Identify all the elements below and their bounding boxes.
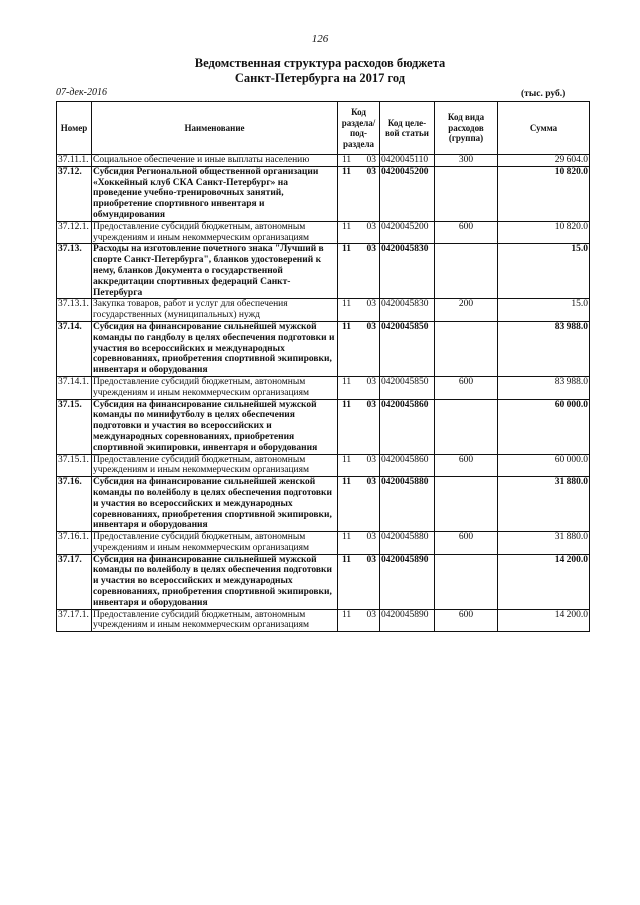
row-name: Предоставление субсидий бюджетным, автономным учреждениям и иным некоммерческим организациям xyxy=(92,221,338,244)
row-target-code: 0420045890 xyxy=(380,609,435,632)
row-number: 37.17. xyxy=(57,554,92,609)
row-name: Закупка товаров, работ и услуг для обеспечения государственных (муниципальных) нужд xyxy=(92,299,338,322)
row-section-code xyxy=(338,376,380,399)
row-razdel: 11 xyxy=(342,299,352,310)
row-section-code xyxy=(338,155,380,167)
row-razdel: 11 xyxy=(342,454,352,465)
row-razdel: 11 xyxy=(342,609,352,620)
page-number: 126 xyxy=(311,33,329,45)
row-number: 37.17.1. xyxy=(57,609,92,632)
table-row xyxy=(57,454,590,477)
row-section-code xyxy=(338,299,380,322)
row-expense-type xyxy=(435,244,498,299)
row-amount: 60 000.0 xyxy=(498,399,590,454)
row-podrazdel: 03 xyxy=(366,554,376,565)
table-row xyxy=(57,554,590,609)
row-name: Предоставление субсидий бюджетным, автономным учреждениям и иным некоммерческим организациям xyxy=(92,454,338,477)
row-section-code xyxy=(338,399,380,454)
row-expense-type xyxy=(435,554,498,609)
row-expense-type: 300 xyxy=(435,155,498,167)
row-section-code xyxy=(338,221,380,244)
budget-table xyxy=(56,101,590,632)
row-razdel: 11 xyxy=(342,155,352,165)
row-razdel: 11 xyxy=(342,554,351,565)
row-name: Социальное обеспечение и иные выплаты населению xyxy=(92,155,338,167)
table-header-row xyxy=(57,102,590,155)
row-section-code xyxy=(338,166,380,221)
row-section-code xyxy=(338,321,380,376)
row-target-code: 0420045830 xyxy=(380,299,435,322)
units-label: (тыс. руб.) xyxy=(521,89,566,99)
row-name: Предоставление субсидий бюджетным, автономным учреждениям и иным некоммерческим организациям xyxy=(92,532,338,555)
header-name: Наименование xyxy=(92,102,338,155)
row-razdel: 11 xyxy=(342,477,351,488)
row-amount: 10 820.0 xyxy=(498,221,590,244)
row-name: Субсидия на финансирование сильнейшей женской команды по волейболу в целях обеспечения подготовки и участия во всероссийских и международных соревнованиях, приобретения спортивной экипировки, инвентаря и оборудования xyxy=(92,477,338,532)
row-target-code: 0420045880 xyxy=(380,477,435,532)
row-number: 37.14.1. xyxy=(57,376,92,399)
row-number: 37.15. xyxy=(57,399,92,454)
header-target: Код целе- вой статьи xyxy=(380,102,435,155)
row-podrazdel: 03 xyxy=(366,321,376,332)
row-number: 37.13.1. xyxy=(57,299,92,322)
row-podrazdel: 03 xyxy=(366,399,376,410)
row-name: Субсидия на финансирование сильнейшей мужской команды по волейболу в целях обеспечения подготовки и участия во всероссийских и международных соревнованиях, приобретения спортивной экипировки, инвентаря и оборудования xyxy=(92,554,338,609)
row-podrazdel: 03 xyxy=(366,166,376,177)
row-target-code: 0420045880 xyxy=(380,532,435,555)
row-number: 37.14. xyxy=(57,321,92,376)
table-row xyxy=(57,221,590,244)
table-row xyxy=(57,399,590,454)
row-target-code: 0420045110 xyxy=(380,155,435,167)
row-name: Расходы на изготовление почетного знака "Лучший в спорте Санкт-Петербурга", бланков удостоверений к нему, бланков Документа о государственной аккредитации спортивных федераций Санкт-Петербурга xyxy=(92,244,338,299)
title-line-1: Ведомственная структура расходов бюджета xyxy=(194,56,446,70)
row-expense-type: 600 xyxy=(435,532,498,555)
row-razdel: 11 xyxy=(342,532,352,543)
table-row xyxy=(57,477,590,532)
row-number: 37.15.1. xyxy=(57,454,92,477)
header-section: Код раздела/ под- раздела xyxy=(338,102,380,155)
row-target-code: 0420045830 xyxy=(380,244,435,299)
row-expense-type xyxy=(435,477,498,532)
row-target-code: 0420045200 xyxy=(380,221,435,244)
row-number: 37.16. xyxy=(57,477,92,532)
row-amount: 60 000.0 xyxy=(498,454,590,477)
header-number: Номер xyxy=(57,102,92,155)
row-section-code xyxy=(338,532,380,555)
row-section-code xyxy=(338,477,380,532)
row-name: Субсидия Региональной общественной организации «Хоккейный клуб СКА Санкт-Петербург» на проведение учебно-тренировочных занятий, приобретение спортивного инвентаря и обмундирования xyxy=(92,166,338,221)
row-podrazdel: 03 xyxy=(366,155,376,165)
row-razdel: 11 xyxy=(342,166,351,177)
row-razdel: 11 xyxy=(342,399,351,410)
row-razdel: 11 xyxy=(342,244,351,255)
row-amount: 15.0 xyxy=(498,299,590,322)
row-target-code: 0420045200 xyxy=(380,166,435,221)
row-target-code: 0420045890 xyxy=(380,554,435,609)
row-expense-type xyxy=(435,321,498,376)
table-row xyxy=(57,244,590,299)
row-section-code xyxy=(338,244,380,299)
document-date: 07-дек-2016 xyxy=(56,87,107,98)
row-amount: 14 200.0 xyxy=(498,554,590,609)
row-podrazdel: 03 xyxy=(366,477,376,488)
row-razdel: 11 xyxy=(342,376,352,387)
row-expense-type: 600 xyxy=(435,609,498,632)
row-section-code xyxy=(338,454,380,477)
row-name: Предоставление субсидий бюджетным, автономным учреждениям и иным некоммерческим организациям xyxy=(92,376,338,399)
row-name: Субсидия на финансирование сильнейшей мужской команды по минифутболу в целях обеспечения подготовки и участия во всероссийских и международных соревнованиях, приобретения спортивной экипировки, инвентаря и оборудования xyxy=(92,399,338,454)
table-row xyxy=(57,321,590,376)
row-target-code: 0420045860 xyxy=(380,399,435,454)
header-amount: Сумма xyxy=(498,102,590,155)
row-target-code: 0420045860 xyxy=(380,454,435,477)
table-body xyxy=(57,155,590,632)
table-row xyxy=(57,155,590,167)
row-podrazdel: 03 xyxy=(366,532,376,543)
header-expense-type: Код вида расходов (группа) xyxy=(435,102,498,155)
document-title xyxy=(0,56,640,86)
row-section-code xyxy=(338,609,380,632)
row-podrazdel: 03 xyxy=(366,454,376,465)
row-expense-type: 200 xyxy=(435,299,498,322)
table-row xyxy=(57,166,590,221)
row-amount: 14 200.0 xyxy=(498,609,590,632)
row-section-code xyxy=(338,554,380,609)
row-name: Предоставление субсидий бюджетным, автономным учреждениям и иным некоммерческим организациям xyxy=(92,609,338,632)
row-target-code: 0420045850 xyxy=(380,321,435,376)
table-row xyxy=(57,609,590,632)
row-target-code: 0420045850 xyxy=(380,376,435,399)
row-number: 37.12. xyxy=(57,166,92,221)
row-razdel: 11 xyxy=(342,321,351,332)
table-row xyxy=(57,299,590,322)
row-number: 37.13. xyxy=(57,244,92,299)
table-row xyxy=(57,376,590,399)
row-expense-type: 600 xyxy=(435,454,498,477)
row-expense-type xyxy=(435,399,498,454)
row-number: 37.16.1. xyxy=(57,532,92,555)
row-podrazdel: 03 xyxy=(366,376,376,387)
row-amount: 31 880.0 xyxy=(498,532,590,555)
row-podrazdel: 03 xyxy=(366,244,376,255)
row-name: Субсидия на финансирование сильнейшей мужской команды по гандболу в целях обеспечения подготовки и участия во всероссийских и международных соревнованиях, приобретения спортивной экипировки, инвентаря и оборудования xyxy=(92,321,338,376)
row-expense-type: 600 xyxy=(435,221,498,244)
row-razdel: 11 xyxy=(342,221,352,232)
row-amount: 31 880.0 xyxy=(498,477,590,532)
row-podrazdel: 03 xyxy=(366,609,376,620)
row-amount: 29 604.0 xyxy=(498,155,590,167)
title-line-2: Санкт-Петербурга на 2017 год xyxy=(234,71,406,85)
row-amount: 83 988.0 xyxy=(498,321,590,376)
row-number: 37.11.1. xyxy=(57,155,92,167)
row-podrazdel: 03 xyxy=(366,221,376,232)
row-number: 37.12.1. xyxy=(57,221,92,244)
row-amount: 15.0 xyxy=(498,244,590,299)
row-expense-type xyxy=(435,166,498,221)
row-podrazdel: 03 xyxy=(366,299,376,310)
row-expense-type: 600 xyxy=(435,376,498,399)
row-amount: 10 820.0 xyxy=(498,166,590,221)
table-row xyxy=(57,532,590,555)
row-amount: 83 988.0 xyxy=(498,376,590,399)
